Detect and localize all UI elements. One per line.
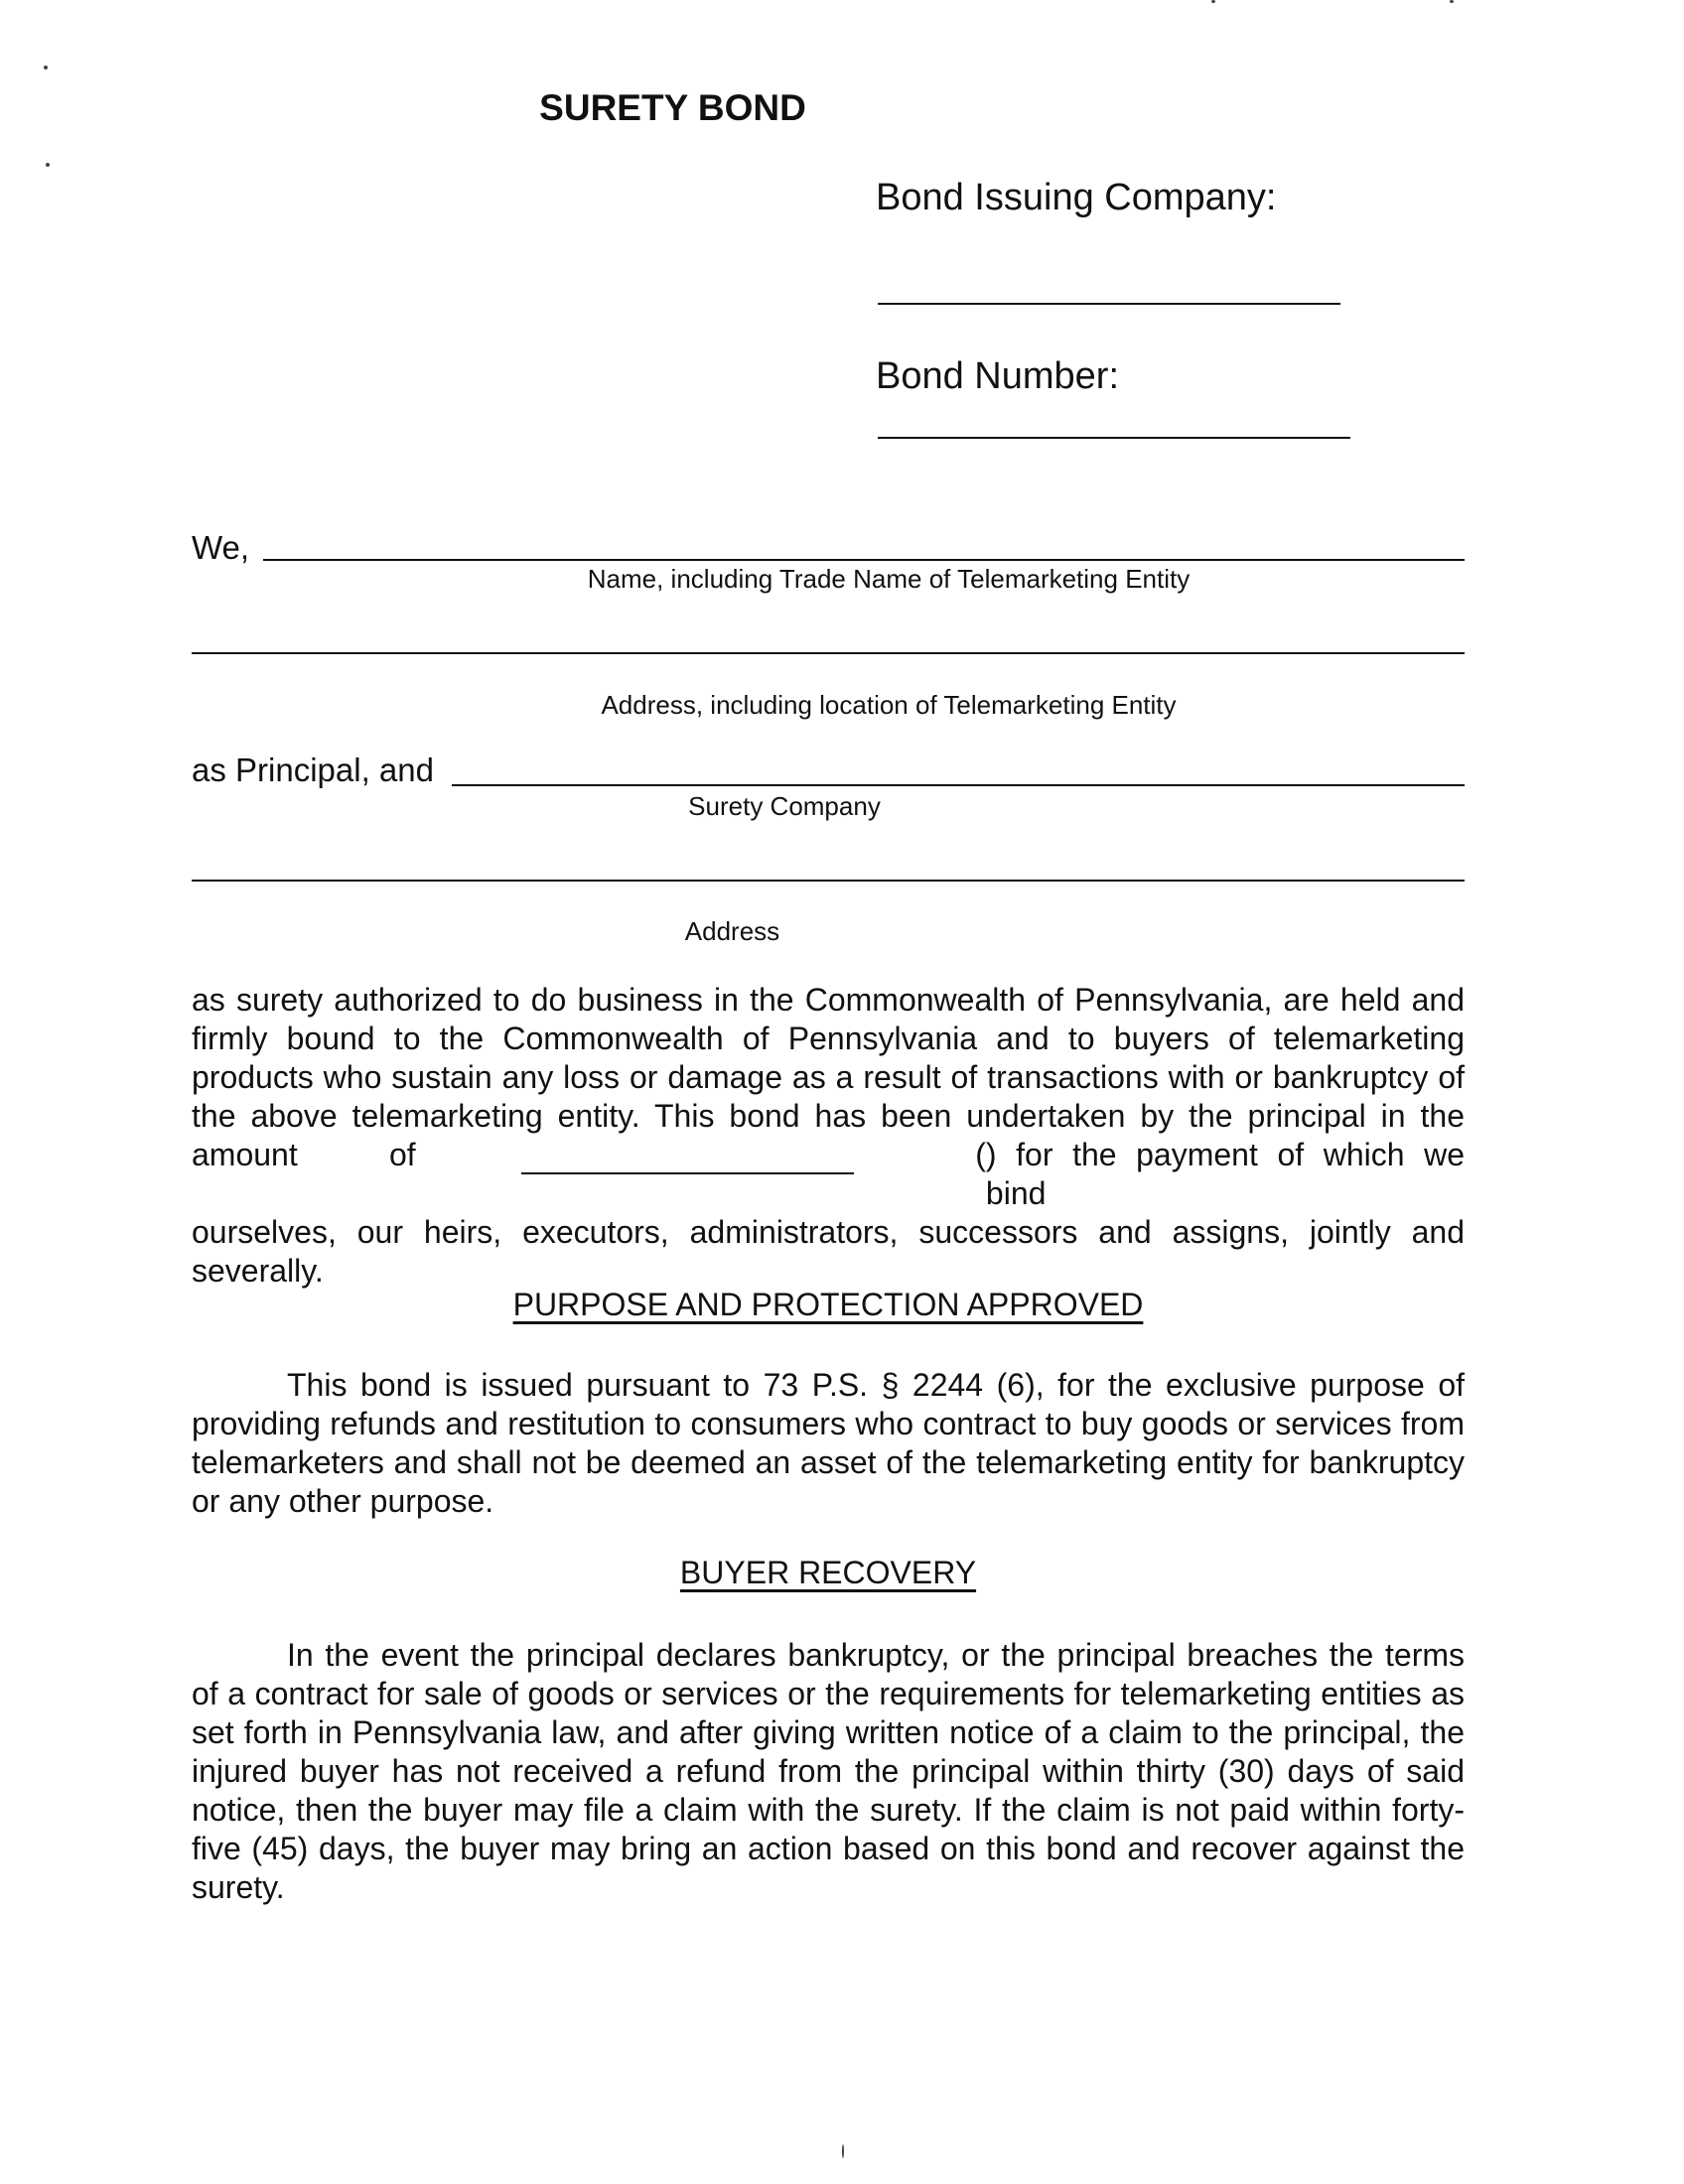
surety-address-caption: Address xyxy=(684,916,780,946)
amount-label: amount of xyxy=(192,1137,416,1172)
principal-label: as Principal, and xyxy=(192,751,434,788)
surety-address-field[interactable] xyxy=(192,880,1465,882)
bond-body-paragraph xyxy=(192,981,1465,1291)
surety-company-caption: Surety Company xyxy=(688,791,881,821)
buyer-recovery-heading: BUYER RECOVERY xyxy=(679,1555,977,1590)
amount-line xyxy=(192,1136,1465,1213)
buyer-recovery-paragraph: In the event the principal declares bankruptcy, or the principal breaches the terms of a contract for sale of goods or services or the requirements for telemarketing entities as set forth in Pennsylvania law, and after giving written notice of a claim to the principal, the injured buyer has not received a refund from the principal within thirty (30) days of said notice, then the buyer may file a claim with the surety. If the claim is not paid within forty-five (45) days, the buyer may bring an action based on this bond and recover against the surety. xyxy=(192,1637,1465,1905)
principal-address-caption: Address, including location of Telemarketing Entity xyxy=(601,690,1177,720)
scan-speck xyxy=(1450,0,1454,3)
document-title: SURETY BOND xyxy=(539,87,806,128)
amount-open-paren: ( xyxy=(975,1137,986,1172)
scan-speck xyxy=(1211,0,1215,3)
bond-issuing-company-field[interactable] xyxy=(878,303,1340,305)
principal-name-field[interactable] xyxy=(263,559,1465,561)
bond-body-text-2: ourselves, our heirs, executors, administrators, successors and assigns, jointly and severally. xyxy=(192,1214,1465,1289)
bond-number-field[interactable] xyxy=(878,437,1350,439)
principal-name-caption: Name, including Trade Name of Telemarketing Entity xyxy=(587,564,1191,594)
amount-rest-text: ) for the payment of which we bind xyxy=(985,1137,1465,1211)
bond-number-label: Bond Number: xyxy=(876,355,1120,397)
purpose-heading: PURPOSE AND PROTECTION APPROVED xyxy=(512,1287,1144,1322)
scan-speck xyxy=(842,2144,844,2158)
bond-body-text-1: as surety authorized to do business in the Commonwealth of Pennsylvania, are held and firmly bound to the Commonwealth of Pennsylvania and to buyers of telemarketing products who sustain any loss or damage as a result of transactions with or bankruptcy of the above telemarketing entity. This bond has been undertaken by the principal in the xyxy=(192,982,1465,1134)
we-label: We, xyxy=(192,529,250,566)
bond-issuing-company-label: Bond Issuing Company: xyxy=(876,177,1277,218)
scan-speck xyxy=(44,66,48,69)
principal-address-field[interactable] xyxy=(192,652,1465,654)
surety-company-field[interactable] xyxy=(452,784,1465,786)
purpose-paragraph: This bond is issued pursuant to 73 P.S. § 2244 (6), for the exclusive purpose of providing refunds and restitution to consumers who contract to buy goods or services from telemarketers and shall not be deemed an asset of the telemarketing entity for bankruptcy or any other purpose. xyxy=(192,1367,1465,1519)
amount-words-field[interactable] xyxy=(521,1143,854,1174)
scan-speck xyxy=(46,163,50,167)
